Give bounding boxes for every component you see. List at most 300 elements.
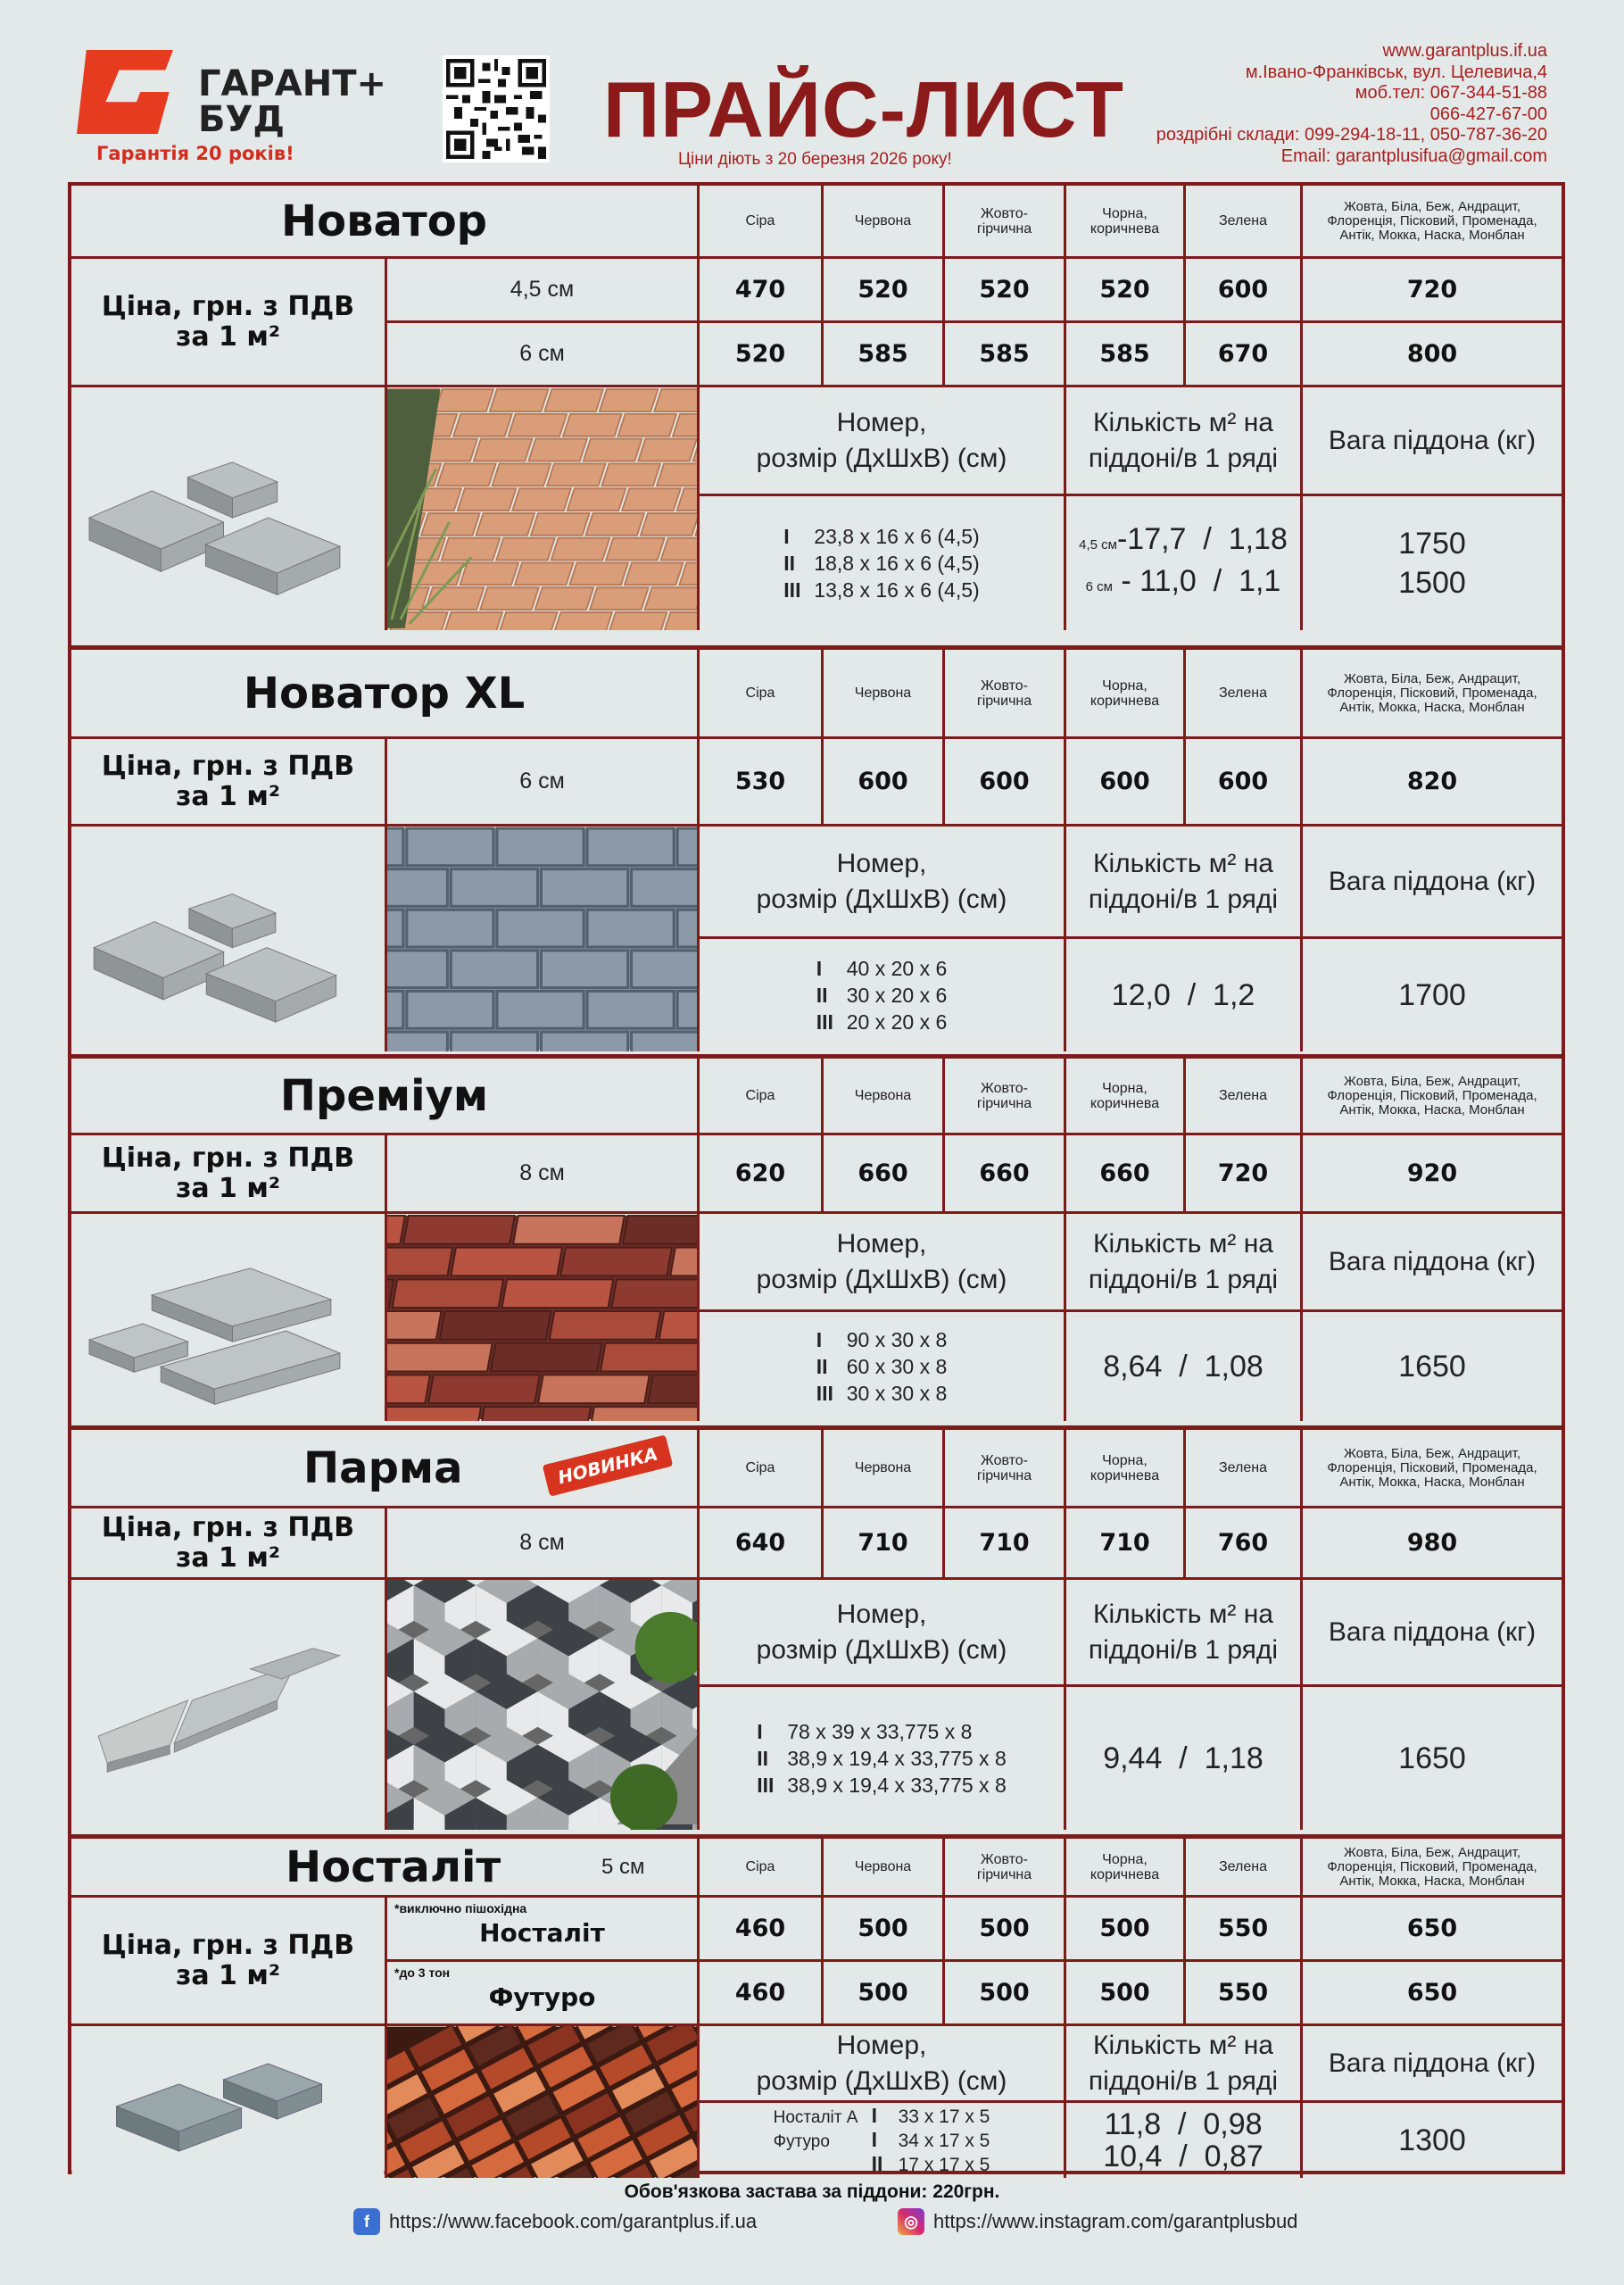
weight-value: 1650 xyxy=(1398,1741,1466,1775)
weight-header: Вага піддона (кг) xyxy=(1328,2048,1537,2078)
color-header-cell xyxy=(824,1059,945,1135)
qty-cell xyxy=(1066,1687,1303,1830)
contact-warehouses: роздрібні склади: 099-294-18-11, 050-787-36-20 xyxy=(1156,125,1547,145)
qty-header: Кількість м² на піддоні/в 1 ряді xyxy=(1088,407,1279,473)
price-label xyxy=(102,1143,354,1204)
qty-thickness: 4,5 см xyxy=(1079,537,1117,553)
qty-header: Кількість м² на піддоні/в 1 ряді xyxy=(1088,2030,1279,2096)
color-header-cell xyxy=(1066,186,1186,259)
color-header-cell xyxy=(700,650,824,739)
color-header-cell xyxy=(1303,1430,1562,1508)
color-header-cell xyxy=(824,186,945,259)
sizes-cell xyxy=(700,939,1066,1051)
weight-header: Вага піддона (кг) xyxy=(1328,425,1537,455)
size-dims: 30 x 20 x 6 xyxy=(846,984,948,1007)
contact-phone-1[interactable]: моб.тел: 067-344-51-88 xyxy=(1355,83,1547,103)
size-number: II xyxy=(783,552,796,575)
size-dims: 30 x 30 x 8 xyxy=(846,1382,948,1405)
weight-cell xyxy=(1303,1687,1562,1830)
product-section xyxy=(71,1059,1562,1430)
size-dims: 33 x 17 x 5 xyxy=(898,2106,990,2127)
size-header: Номер, розмір (ДхШхВ) (см) xyxy=(756,2030,1007,2096)
size-dims: 18,8 x 16 x 6 (4,5) xyxy=(814,552,980,575)
color-header-cell xyxy=(824,1430,945,1508)
price-cell xyxy=(1186,1508,1303,1580)
price-value: 670 xyxy=(1217,340,1269,368)
price-value: 650 xyxy=(1406,1979,1458,2007)
color-header-cell xyxy=(700,186,824,259)
qty-header-cell xyxy=(1066,387,1303,496)
color-header: Сіра xyxy=(745,1460,775,1475)
price-cell xyxy=(1303,1508,1562,1580)
color-header: Жовто- гірчична xyxy=(976,1080,1032,1111)
weight-header-cell xyxy=(1303,2026,1562,2103)
color-header-cell xyxy=(1066,1839,1186,1898)
product-name-cell xyxy=(71,650,700,739)
price-cell xyxy=(945,739,1066,827)
size-number: III xyxy=(816,1010,833,1034)
size-row xyxy=(816,1380,948,1407)
price-value: 550 xyxy=(1217,1979,1269,2007)
price-cell xyxy=(824,1898,945,1962)
size-row xyxy=(816,1353,948,1380)
color-header: Чорна, коричнева xyxy=(1090,1452,1160,1483)
color-header: Чорна, коричнева xyxy=(1090,1080,1160,1111)
qty-value: 12,0 / 1,2 xyxy=(1111,977,1255,1012)
paving-photo-cell xyxy=(387,1580,700,1830)
size-number: III xyxy=(783,578,801,602)
color-header-cell xyxy=(945,1059,1066,1135)
price-value: 470 xyxy=(734,276,786,303)
size-number: I xyxy=(816,1328,823,1351)
price-value: 460 xyxy=(734,1915,786,1942)
row-note: *виключно пішохідна xyxy=(394,1901,527,1915)
paving-photo-cell xyxy=(387,1214,700,1421)
product-image-cell xyxy=(71,1580,387,1830)
product-image-cell xyxy=(71,387,387,630)
size-row xyxy=(816,1326,948,1353)
guarantee-text: Гарантія 20 років! xyxy=(96,143,294,164)
size-header-cell xyxy=(700,1580,1066,1687)
price-value: 600 xyxy=(1217,768,1269,795)
price-label-line-2: за 1 м² xyxy=(175,1172,281,1204)
color-header-cell xyxy=(1303,1839,1562,1898)
size-header-cell xyxy=(700,1214,1066,1312)
price-cell xyxy=(1066,739,1186,827)
price-value: 980 xyxy=(1406,1529,1458,1557)
price-label-cell xyxy=(71,739,387,827)
price-label-cell xyxy=(71,1898,387,2026)
price-cell xyxy=(945,1508,1066,1580)
color-header-cell xyxy=(1186,1430,1303,1508)
price-value: 660 xyxy=(858,1159,908,1187)
logo-mark xyxy=(77,50,173,134)
weight-header: Вага піддона (кг) xyxy=(1328,1616,1537,1647)
price-cell xyxy=(1186,1898,1303,1962)
row-label: Носталіт xyxy=(479,1918,605,1948)
product-name: Парма xyxy=(303,1442,463,1493)
size-number: I xyxy=(816,957,823,980)
contact-email[interactable]: Email: garantplusifua@gmail.com xyxy=(1280,145,1547,166)
price-table xyxy=(68,182,1565,2174)
price-value: 620 xyxy=(734,1159,786,1187)
price-cell xyxy=(1303,1135,1562,1214)
price-cell xyxy=(945,1962,1066,2026)
price-value: 500 xyxy=(858,1979,908,2007)
size-header: Номер, розмір (ДхШхВ) (см) xyxy=(756,407,1007,473)
price-value: 500 xyxy=(1099,1915,1150,1942)
price-label-cell xyxy=(71,1508,387,1580)
weight-value: 1700 xyxy=(1398,977,1466,1012)
color-header-cell xyxy=(1066,1059,1186,1135)
price-cell xyxy=(824,323,945,387)
product-section xyxy=(71,1839,1562,2178)
qty-value: 9,44 / 1,18 xyxy=(1103,1741,1264,1775)
thickness-cell xyxy=(387,739,700,827)
paving-photo-cell xyxy=(387,387,700,630)
color-header: Червона xyxy=(854,1460,912,1475)
size-row xyxy=(774,2105,990,2129)
size-row xyxy=(757,1772,1007,1799)
price-cell xyxy=(700,1962,824,2026)
price-value: 585 xyxy=(1099,340,1150,368)
product-image-cell xyxy=(71,2026,387,2178)
color-header-cell xyxy=(1186,1059,1303,1135)
qty-cell xyxy=(1066,1312,1303,1421)
price-cell xyxy=(700,323,824,387)
qty-cell xyxy=(1066,2103,1303,2178)
thickness-value: 4,5 см xyxy=(510,277,575,302)
thickness-value: 6 см xyxy=(519,769,565,794)
price-value: 650 xyxy=(1406,1915,1458,1942)
price-value: 710 xyxy=(1099,1529,1150,1557)
price-cell xyxy=(1066,323,1186,387)
sizes-list xyxy=(783,523,979,603)
price-label-line-2: за 1 м² xyxy=(175,780,281,812)
color-header: Червона xyxy=(854,1859,912,1874)
price-cell xyxy=(824,1962,945,2026)
product-name: Носталіт xyxy=(286,1841,501,1892)
product-name: Новатор XL xyxy=(243,668,526,719)
price-label xyxy=(102,1931,354,1991)
size-number: III xyxy=(816,1382,833,1405)
qty-header: Кількість м² на піддоні/в 1 ряді xyxy=(1088,1228,1279,1294)
product-name: Новатор xyxy=(280,195,488,246)
price-label-line-2: за 1 м² xyxy=(175,320,281,353)
price-cell xyxy=(1066,1898,1186,1962)
color-header-cell xyxy=(1066,650,1186,739)
size-header: Номер, розмір (ДхШхВ) (см) xyxy=(756,848,1007,914)
thickness-cell xyxy=(387,1508,700,1580)
color-header-cell xyxy=(945,1430,1066,1508)
size-dims: 38,9 x 19,4 x 33,775 x 8 xyxy=(787,1774,1007,1797)
row-note: *до 3 тон xyxy=(394,1965,451,1980)
page-title: ПРАЙС-ЛИСТ xyxy=(603,65,1124,154)
product-name-cell xyxy=(71,1839,700,1898)
sizes-cell xyxy=(700,496,1066,630)
price-cell xyxy=(700,1135,824,1214)
color-header: Чорна, коричнева xyxy=(1090,677,1160,709)
price-label xyxy=(102,752,354,812)
price-cell xyxy=(945,259,1066,323)
sizes-list xyxy=(816,955,948,1035)
price-value: 460 xyxy=(734,1979,786,2007)
price-value: 920 xyxy=(1406,1159,1458,1187)
size-dims: 78 x 39 x 33,775 x 8 xyxy=(787,1720,973,1743)
logo-line-1: ГАРАНТ+ xyxy=(198,63,386,104)
qty-header-cell xyxy=(1066,2026,1303,2103)
weight-header: Вага піддона (кг) xyxy=(1328,1246,1537,1276)
price-cell xyxy=(700,739,824,827)
price-value: 530 xyxy=(734,768,786,795)
product-image-cell xyxy=(71,1214,387,1421)
price-value: 660 xyxy=(979,1159,1030,1187)
price-cell xyxy=(1303,323,1562,387)
color-header: Зелена xyxy=(1219,686,1267,701)
weight-value: 1650 xyxy=(1398,1349,1466,1383)
color-header: Жовта, Біла, Беж, Андрацит, Флоренція, Пісковий, Променада, Антік, Мокка, Наска, Монблан xyxy=(1327,1445,1537,1490)
sizes-list xyxy=(757,1718,1007,1799)
qty-value: - 11,0 / 1,1 xyxy=(1112,564,1281,598)
weight-cell xyxy=(1303,496,1562,630)
sizes-cell xyxy=(700,2103,1066,2178)
color-header: Червона xyxy=(854,1088,912,1103)
price-value: 600 xyxy=(1217,276,1269,303)
price-cell xyxy=(1186,259,1303,323)
price-cell xyxy=(1303,739,1562,827)
color-header-cell xyxy=(1303,186,1562,259)
size-dims: 40 x 20 x 6 xyxy=(846,957,948,980)
price-value: 600 xyxy=(979,768,1030,795)
size-dims: 23,8 x 16 x 6 (4,5) xyxy=(814,525,980,548)
color-header-cell xyxy=(1186,650,1303,739)
qty-header: Кількість м² на піддоні/в 1 ряді xyxy=(1088,848,1279,914)
price-value: 720 xyxy=(1406,276,1458,303)
facebook-url[interactable]: https://www.facebook.com/garantplus.if.ua xyxy=(389,2210,758,2232)
size-number: I xyxy=(757,1720,763,1743)
product-thickness: 5 см xyxy=(601,1854,645,1879)
size-number: I xyxy=(871,2104,878,2127)
color-header-cell xyxy=(945,186,1066,259)
size-row xyxy=(816,1009,948,1035)
weight-header-cell xyxy=(1303,1214,1562,1312)
logo-line-2: БУД xyxy=(198,99,285,140)
qty-header-cell xyxy=(1066,1214,1303,1312)
instagram-link[interactable] xyxy=(898,2208,1297,2235)
row-label: Футуро xyxy=(488,1982,596,2012)
product-image-cell xyxy=(71,827,387,1051)
price-label xyxy=(102,1513,354,1574)
price-value: 500 xyxy=(979,1915,1030,1942)
price-label-line-1: Ціна, грн. з ПДВ xyxy=(101,1511,355,1543)
price-cell xyxy=(1303,259,1562,323)
color-header: Зелена xyxy=(1219,1088,1267,1103)
price-cell xyxy=(1066,1508,1186,1580)
color-header: Зелена xyxy=(1219,1460,1267,1475)
color-header-cell xyxy=(700,1059,824,1135)
price-value: 500 xyxy=(979,1979,1030,2007)
product-name-cell xyxy=(71,186,700,259)
price-value: 520 xyxy=(979,276,1030,303)
size-row xyxy=(774,2129,990,2153)
thickness-cell xyxy=(387,259,700,323)
size-row xyxy=(783,523,979,550)
weight-value: 1500 xyxy=(1398,566,1466,600)
thickness-cell xyxy=(387,1898,700,1962)
weight-header-cell xyxy=(1303,387,1562,496)
weight-cell xyxy=(1303,939,1562,1051)
color-header: Жовто- гірчична xyxy=(976,1452,1032,1483)
color-header-cell xyxy=(824,650,945,739)
qty-thickness: 6 см xyxy=(1085,579,1113,594)
size-header-cell xyxy=(700,827,1066,939)
color-header: Жовта, Біла, Беж, Андрацит, Флоренція, Пісковий, Променада, Антік, Мокка, Наска, Монблан xyxy=(1327,198,1537,243)
weight-header: Вага піддона (кг) xyxy=(1328,866,1537,896)
color-header-cell xyxy=(945,650,1066,739)
weight-value: 1750 xyxy=(1398,527,1466,561)
qty-cell xyxy=(1066,939,1303,1051)
price-cell xyxy=(1186,323,1303,387)
size-dims: 20 x 20 x 6 xyxy=(846,1010,948,1034)
price-cell xyxy=(700,259,824,323)
color-header-cell xyxy=(1303,1059,1562,1135)
price-cell xyxy=(824,739,945,827)
price-cell xyxy=(1066,1962,1186,2026)
thickness-value: 6 см xyxy=(519,341,565,366)
sizes-list xyxy=(774,2105,990,2176)
price-cell xyxy=(1066,259,1186,323)
size-row xyxy=(783,577,979,603)
price-label-line-2: за 1 м² xyxy=(175,1959,281,1991)
weight-cell xyxy=(1303,1312,1562,1421)
color-header: Жовто- гірчична xyxy=(976,1851,1032,1882)
size-number: III xyxy=(757,1774,775,1797)
size-dims: 60 x 30 x 8 xyxy=(846,1355,948,1378)
contact-address: м.Івано-Франківськ, вул. Целевича,4 xyxy=(1245,62,1547,82)
price-label-line-1: Ціна, грн. з ПДВ xyxy=(101,750,355,782)
color-header: Жовта, Біла, Беж, Андрацит, Флоренція, Пісковий, Променада, Антік, Мокка, Наска, Монблан xyxy=(1327,1073,1537,1118)
color-header: Жовто- гірчична xyxy=(976,205,1032,237)
color-header: Сіра xyxy=(745,1859,775,1874)
qty-row: 11,8 / 0,98 xyxy=(1104,2107,1263,2141)
price-cell xyxy=(1303,1962,1562,2026)
instagram-icon: ◎ xyxy=(898,2208,924,2235)
weight-header-cell xyxy=(1303,827,1562,939)
thickness-value: 8 см xyxy=(519,1160,565,1185)
contact-phone-2[interactable]: 066-427-67-00 xyxy=(1429,104,1547,124)
price-cell xyxy=(824,1508,945,1580)
price-value: 710 xyxy=(979,1529,1030,1557)
price-value: 800 xyxy=(1406,340,1458,368)
product-name: Преміум xyxy=(279,1070,489,1121)
weight-header-cell xyxy=(1303,1580,1562,1687)
price-value: 500 xyxy=(1099,1979,1150,2007)
qr-code[interactable] xyxy=(443,55,550,162)
price-cell xyxy=(1186,1135,1303,1214)
product-section xyxy=(71,650,1562,1059)
qty-header-cell xyxy=(1066,827,1303,939)
contacts-block xyxy=(1156,41,1547,167)
price-label-line-1: Ціна, грн. з ПДВ xyxy=(101,1142,355,1174)
price-value: 500 xyxy=(858,1915,908,1942)
price-value: 520 xyxy=(1099,276,1150,303)
price-cell xyxy=(824,1135,945,1214)
price-label-line-1: Ціна, грн. з ПДВ xyxy=(101,290,355,322)
qty-header: Кількість м² на піддоні/в 1 ряді xyxy=(1088,1599,1279,1665)
color-header: Жовта, Біла, Беж, Андрацит, Флоренція, Пісковий, Променада, Антік, Мокка, Наска, Монблан xyxy=(1327,670,1537,715)
price-value: 660 xyxy=(1099,1159,1150,1187)
qty-row xyxy=(1086,563,1281,605)
color-header-cell xyxy=(700,1430,824,1508)
size-dims: 17 x 17 x 5 xyxy=(898,2155,990,2175)
color-header-cell xyxy=(945,1839,1066,1898)
color-header-cell xyxy=(1186,1839,1303,1898)
price-cell xyxy=(945,323,1066,387)
instagram-url[interactable]: https://www.instagram.com/garantplusbud xyxy=(933,2210,1298,2232)
color-header: Жовта, Біла, Беж, Андрацит, Флоренція, Пісковий, Променада, Антік, Мокка, Наска, Монблан xyxy=(1327,1844,1537,1889)
new-badge: НОВИНКА xyxy=(543,1434,674,1496)
facebook-icon: f xyxy=(353,2208,380,2235)
thickness-cell xyxy=(387,1962,700,2026)
size-number: II xyxy=(757,1747,769,1770)
price-cell xyxy=(1303,1898,1562,1962)
size-number: II xyxy=(816,984,828,1007)
sizes-list xyxy=(816,1326,948,1407)
price-cell xyxy=(824,259,945,323)
price-cell xyxy=(1186,1962,1303,2026)
price-label-line-2: за 1 м² xyxy=(175,1541,281,1574)
color-header: Червона xyxy=(854,686,912,701)
thickness-value: 8 см xyxy=(519,1530,565,1555)
size-number: I xyxy=(783,525,790,548)
pallet-deposit-note: Обов'язкова застава за піддони: 220грн. xyxy=(624,2181,1000,2202)
facebook-link[interactable] xyxy=(353,2208,757,2235)
size-dims: 13,8 x 16 x 6 (4,5) xyxy=(814,578,980,602)
price-value: 600 xyxy=(1099,768,1150,795)
color-header: Сіра xyxy=(745,1088,775,1103)
price-value: 760 xyxy=(1217,1529,1269,1557)
size-number: I xyxy=(871,2128,878,2151)
price-cell xyxy=(700,1898,824,1962)
weight-cell xyxy=(1303,2103,1562,2178)
price-label-cell xyxy=(71,259,387,387)
size-row xyxy=(757,1745,1007,1772)
price-label xyxy=(102,292,354,353)
color-header-cell xyxy=(1303,650,1562,739)
thickness-cell xyxy=(387,323,700,387)
size-header: Номер, розмір (ДхШхВ) (см) xyxy=(756,1228,1007,1294)
color-header-cell xyxy=(1186,186,1303,259)
product-section xyxy=(71,1430,1562,1839)
qty-cell xyxy=(1066,496,1303,630)
color-header: Зелена xyxy=(1219,1859,1267,1874)
color-header: Жовто- гірчична xyxy=(976,677,1032,709)
price-cell xyxy=(1066,1135,1186,1214)
size-header-cell xyxy=(700,387,1066,496)
contact-website[interactable]: www.garantplus.if.ua xyxy=(1382,41,1547,61)
weight-value: 1300 xyxy=(1398,2123,1466,2157)
price-label-line-1: Ціна, грн. з ПДВ xyxy=(101,1929,355,1961)
size-dims: 38,9 x 19,4 x 33,775 x 8 xyxy=(787,1747,1007,1770)
qty-row xyxy=(1079,521,1288,563)
qty-value: -17,7 / 1,18 xyxy=(1116,522,1288,556)
color-header: Чорна, коричнева xyxy=(1090,205,1160,237)
size-model: Носталіт А xyxy=(773,2108,858,2127)
color-header-cell xyxy=(824,1839,945,1898)
color-header: Чорна, коричнева xyxy=(1090,1851,1160,1882)
paving-photo-cell xyxy=(387,2026,700,2178)
price-value: 520 xyxy=(734,340,786,368)
